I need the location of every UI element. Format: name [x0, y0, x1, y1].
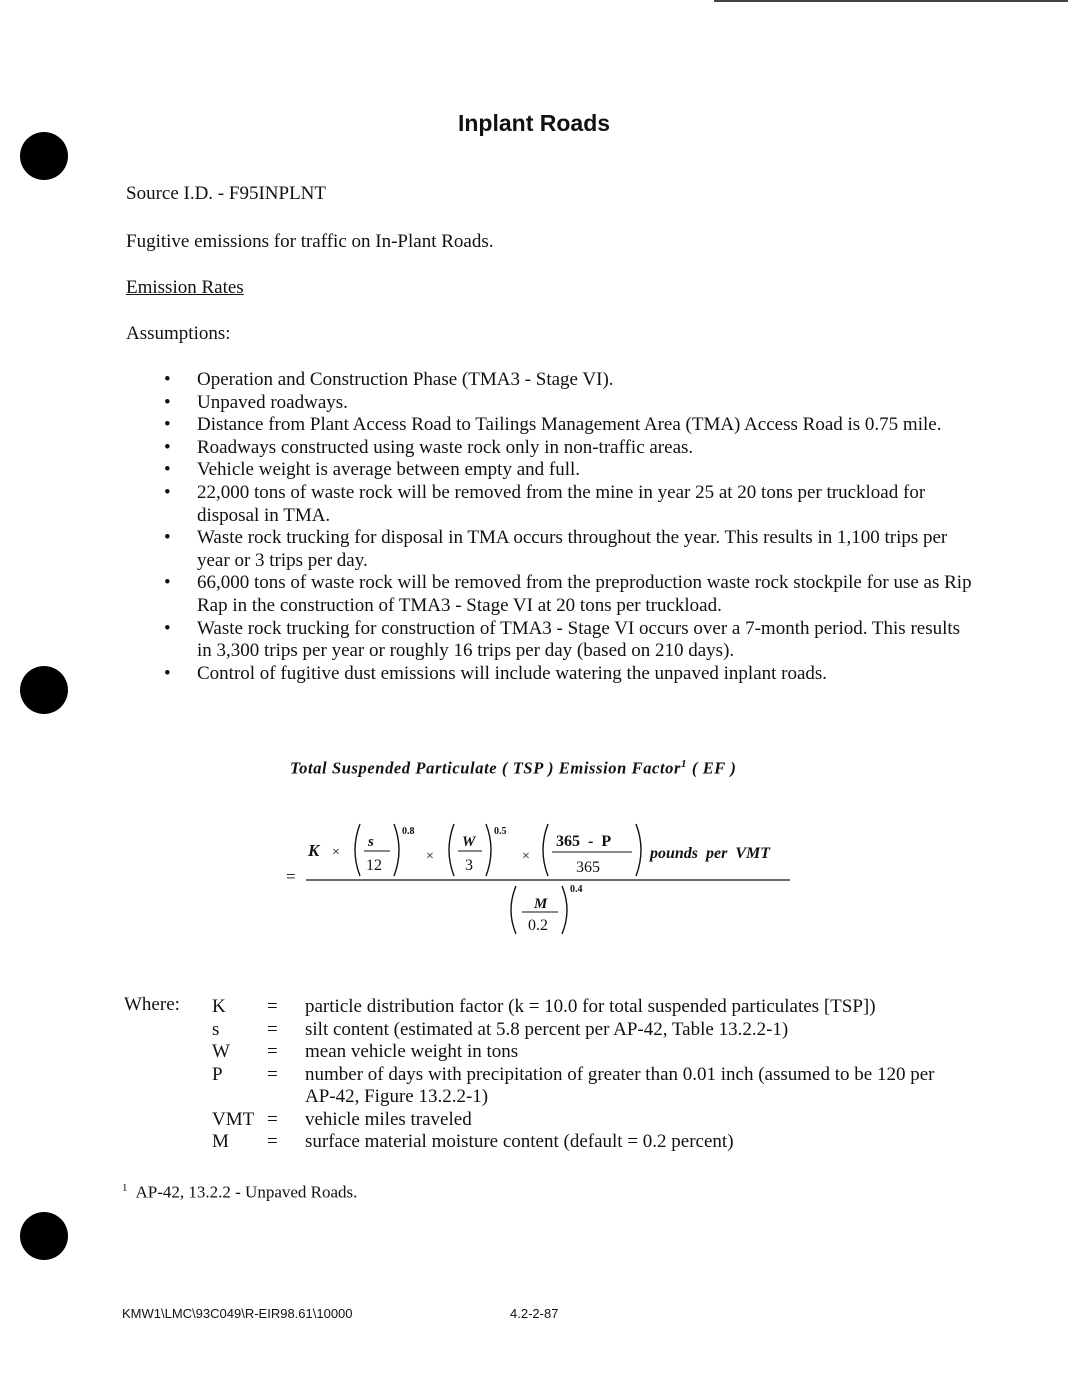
paren-right: [486, 824, 491, 876]
formula-units: pounds per VMT: [650, 845, 771, 862]
equation-footnote-ref: 1: [681, 758, 688, 770]
table-row: [212, 1109, 935, 1132]
formula-W: W: [462, 834, 476, 850]
definition-symbol: VMT: [212, 1108, 255, 1130]
section-heading: Emission Rates: [126, 277, 244, 298]
list-item: • Waste rock trucking for disposal in TMA occurs throughout the year. This results in 1,100 trips per year or 3 trips per day.: [126, 527, 976, 572]
table-row: [212, 1019, 935, 1042]
formula-exp-05: 0.5: [494, 826, 507, 837]
definition-symbol: P: [212, 1063, 223, 1085]
formula-K: K: [308, 841, 320, 860]
formula-times: ×: [522, 849, 530, 864]
emission-factor-formula: [270, 812, 810, 942]
source-id: Source I.D. - F95INPLNT: [126, 183, 327, 204]
equation-title: [290, 758, 736, 779]
equation-title-end: ( EF ): [687, 758, 737, 778]
footnote: [122, 1182, 357, 1203]
table-row: [212, 1064, 935, 1109]
binder-hole-bottom: [20, 1212, 68, 1260]
definition-equals: =: [267, 1108, 278, 1130]
assumptions-label: Assumptions:: [126, 323, 231, 344]
definition-equals: =: [267, 1131, 278, 1152]
description: Fugitive emissions for traffic on In-Plant Roads.: [126, 231, 494, 252]
formula-three: 3: [465, 857, 473, 874]
formula-365: 365: [576, 859, 600, 876]
definition-symbol: K: [212, 996, 226, 1017]
variable-definitions: [212, 996, 935, 1154]
formula-exp-04: 0.4: [570, 884, 583, 895]
list-item: • 66,000 tons of waste rock will be removed from the preproduction waste rock stockpile for use as Rip Rap in the construction of TMA3 - Stage VI at 20 tons per truckload.: [126, 572, 976, 617]
paren-left: [543, 824, 548, 876]
paren-right: [394, 824, 399, 876]
definition-symbol: M: [212, 1131, 229, 1152]
formula-365-minus-p: 365 - P: [556, 833, 612, 850]
formula-times: ×: [426, 849, 434, 864]
list-item: • Unpaved roadways.: [126, 392, 976, 415]
formula-times: ×: [332, 845, 340, 860]
assumptions-list: [126, 369, 976, 685]
table-row: [212, 1041, 935, 1064]
list-item: • Vehicle weight is average between empty and full.: [126, 459, 976, 482]
definition-text: vehicle miles traveled: [305, 1108, 472, 1130]
formula-equals: =: [286, 867, 296, 886]
definition-equals: =: [267, 1063, 278, 1085]
list-item: • Operation and Construction Phase (TMA3 - Stage VI).: [126, 369, 976, 392]
formula-exp-08: 0.8: [402, 826, 415, 837]
formula-point2: 0.2: [528, 917, 548, 934]
footer-document-path: KMW1\LMC\93C049\R-EIR98.61\10000: [122, 1306, 353, 1321]
binder-hole-top: [20, 132, 68, 180]
list-item: • Waste rock trucking for construction of TMA3 - Stage VI occurs over a 7-month period. This results in 3,300 trips per year or roughly 16 trips per day (based on 210 days).: [126, 618, 976, 663]
list-item: • 22,000 tons of waste rock will be removed from the mine in year 25 at 20 tons per truckload for disposal in TMA.: [126, 482, 976, 527]
definition-text: mean vehicle weight in tons: [305, 1041, 519, 1062]
scan-top-rule: [714, 0, 1068, 2]
definition-text: silt content (estimated at 5.8 percent per AP-42, Table 13.2.2-1): [305, 1018, 789, 1040]
paren-left: [449, 824, 454, 876]
page-title: Inplant Roads: [457, 110, 611, 136]
definition-equals: =: [267, 996, 278, 1017]
definition-symbol: W: [212, 1041, 230, 1062]
list-item: • Roadways constructed using waste rock only in non-traffic areas.: [126, 437, 976, 460]
table-row: [212, 1131, 935, 1154]
definition-text: surface material moisture content (default = 0.2 percent): [305, 1131, 734, 1152]
footnote-text: AP-42, 13.2.2 - Unpaved Roads.: [135, 1182, 358, 1202]
footnote-mark: 1: [122, 1182, 128, 1194]
formula-s: s: [368, 834, 374, 850]
formula-M: M: [534, 896, 548, 912]
definition-text: particle distribution factor (k = 10.0 for total suspended particulates [TSP]): [305, 996, 876, 1017]
list-item: • Control of fugitive dust emissions will include watering the unpaved inplant roads.: [126, 663, 976, 686]
footer-page-number: 4.2-2-87: [510, 1306, 559, 1321]
paren-right: [562, 886, 567, 934]
definition-equals: =: [267, 1041, 278, 1062]
table-row: [212, 996, 935, 1019]
definition-text: number of days with precipitation of greater than 0.01 inch (assumed to be 120 per AP-42, Figure 13.2.2-1): [305, 1063, 935, 1107]
definition-symbol: s: [212, 1018, 220, 1040]
paren-right: [636, 824, 641, 876]
equation-title-text: Total Suspended Particulate ( TSP ) Emission Factor: [290, 758, 682, 778]
paren-left: [511, 886, 516, 934]
list-item: • Distance from Plant Access Road to Tailings Management Area (TMA) Access Road is 0.75 mile.: [126, 414, 976, 437]
where-label: Where:: [124, 994, 180, 1015]
paren-left: [355, 824, 360, 876]
definition-equals: =: [267, 1018, 278, 1040]
formula-twelve: 12: [366, 857, 382, 874]
binder-hole-middle: [20, 666, 68, 714]
